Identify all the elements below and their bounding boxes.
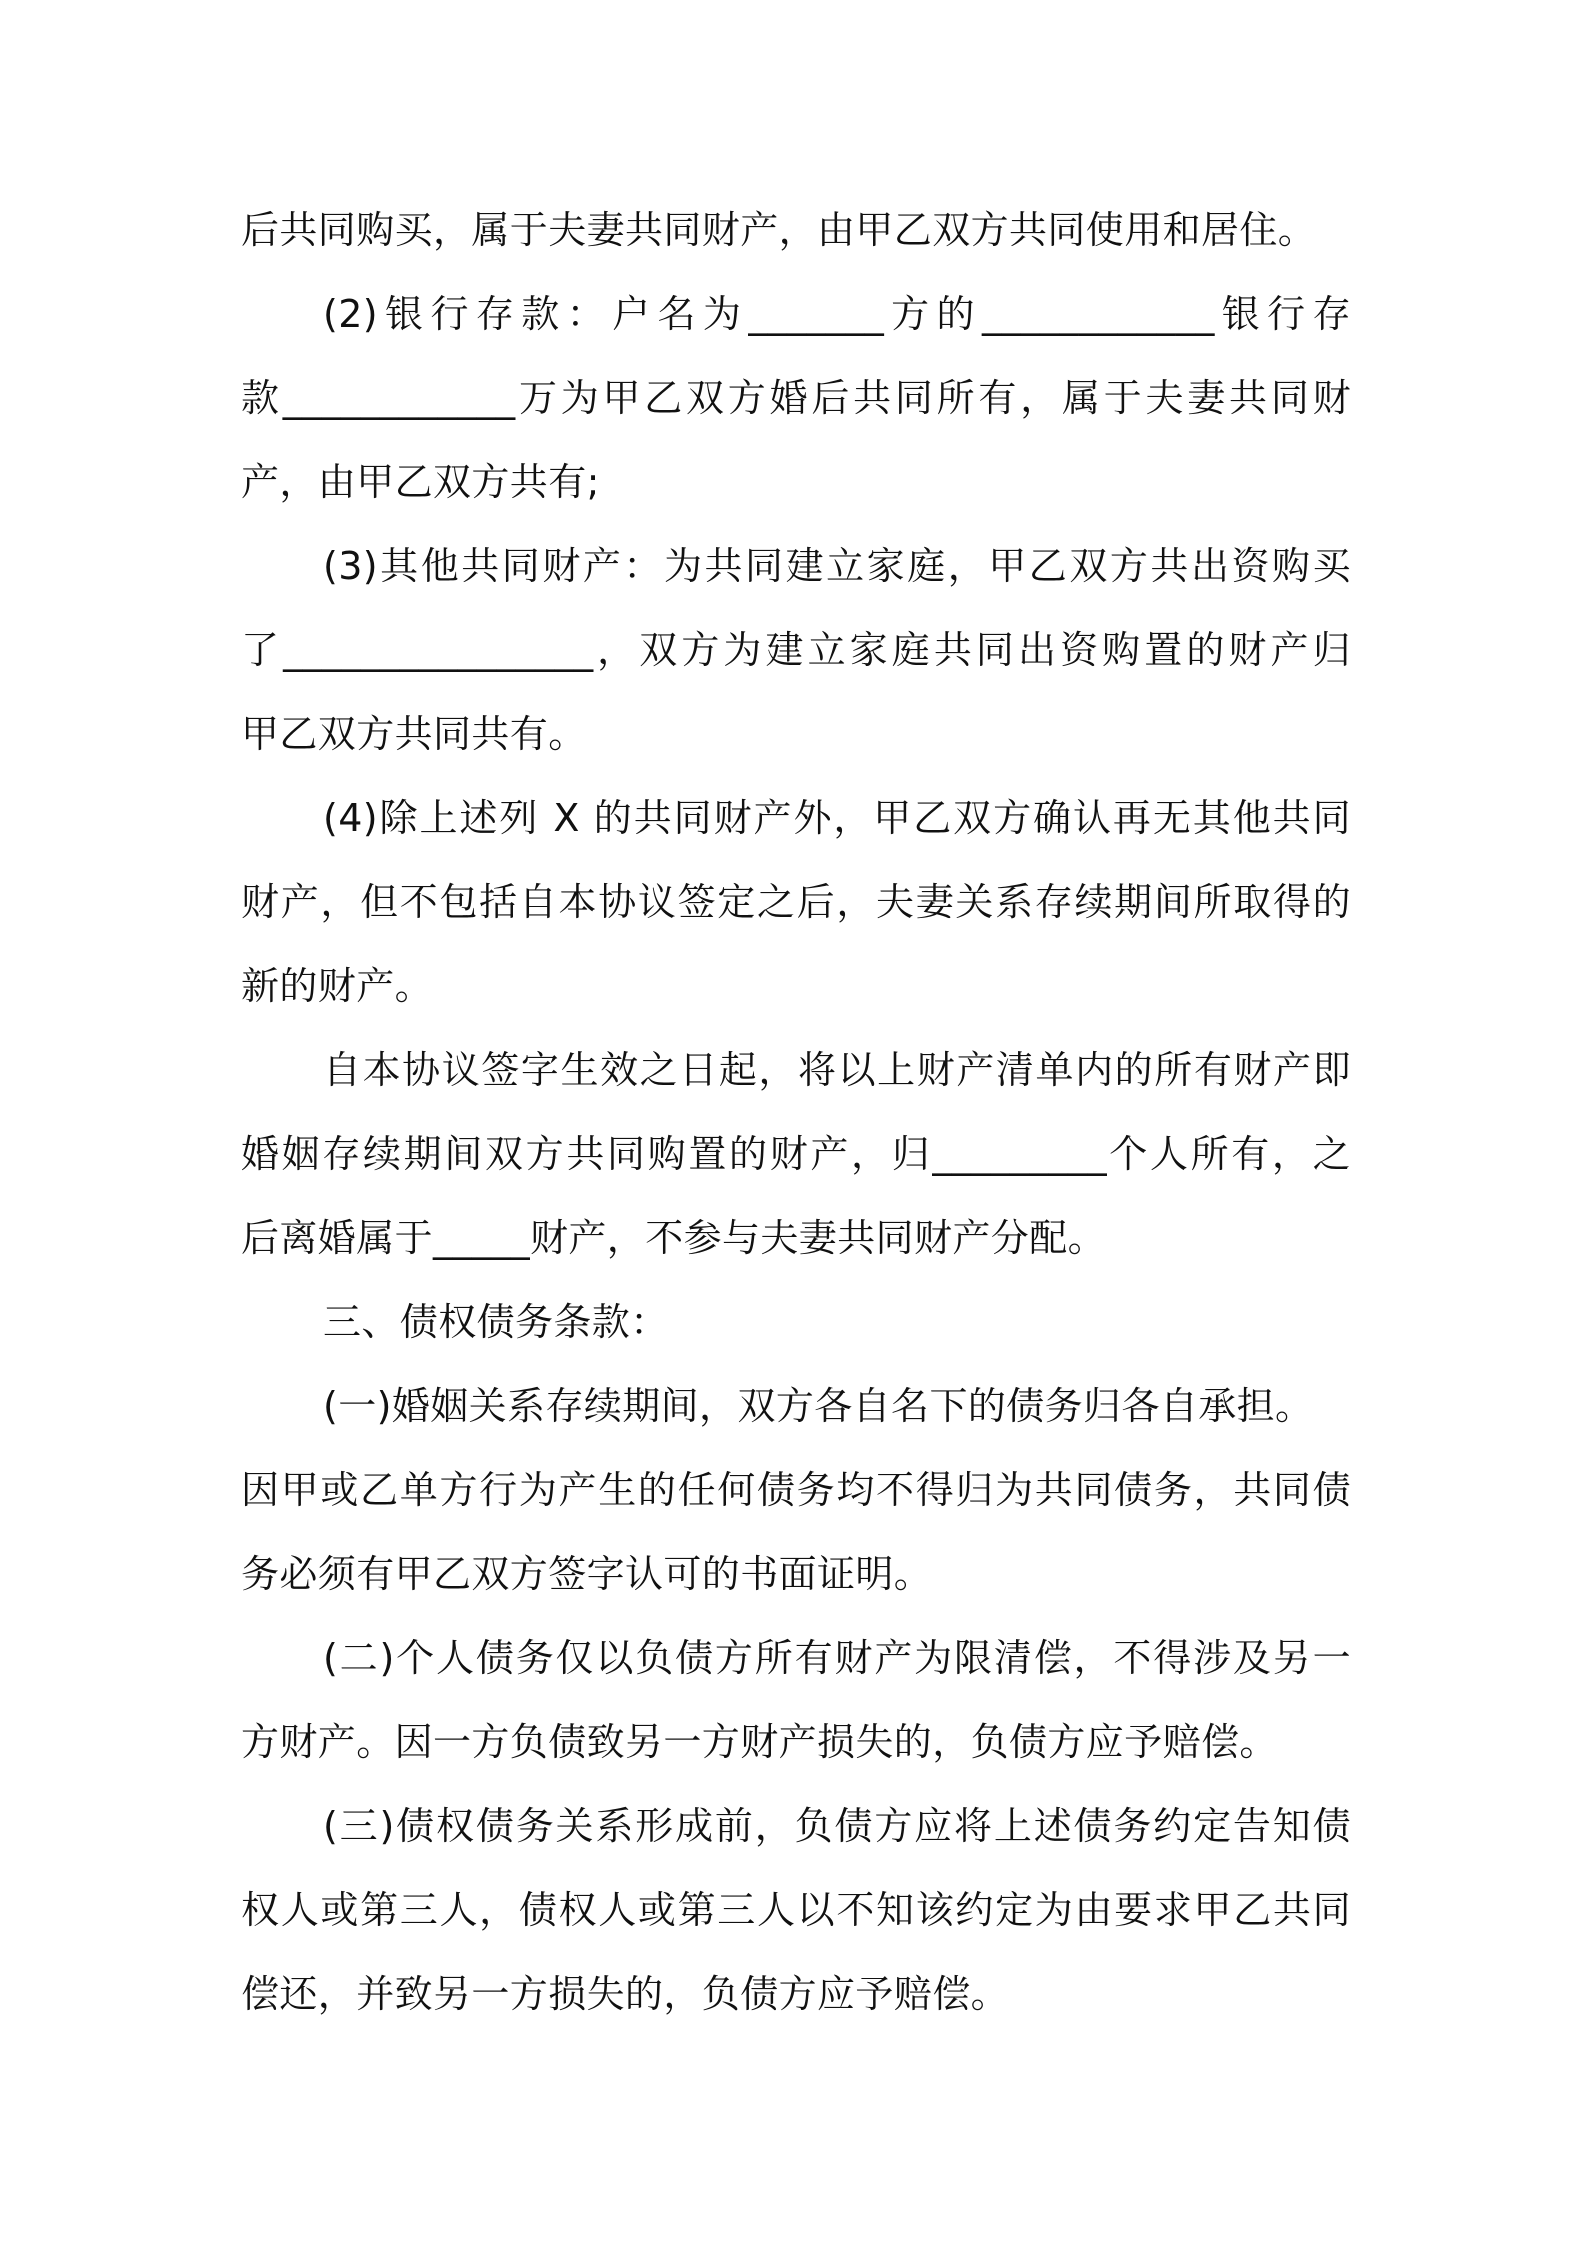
text-line: (三)债权债务关系形成前，负债方应将上述债务约定告知债 — [323, 1804, 1351, 1848]
text-line: 务必须有甲乙双方签字认可的书面证明。 — [241, 1552, 933, 1596]
text-line: 了________________，双方为建立家庭共同出资购置的财产归 — [241, 628, 1351, 672]
text-line: 新的财产。 — [241, 964, 434, 1008]
text-line: 婚姻存续期间双方共同购置的财产，归_________个人所有，之 — [241, 1132, 1351, 1176]
text-line: (4)除上述列 X 的共同财产外，甲乙双方确认再无其他共同 — [323, 796, 1351, 840]
text-line: 后离婚属于_____财产，不参与夫妻共同财产分配。 — [241, 1216, 1107, 1260]
text-line: (一)婚姻关系存续期间，双方各自名下的债务归各自承担。 — [323, 1384, 1314, 1428]
text-line: 款____________万为甲乙双方婚后共同所有，属于夫妻共同财 — [241, 376, 1351, 420]
text-line: 财产，但不包括自本协议签定之后，夫妻关系存续期间所取得的 — [241, 880, 1351, 924]
text-line: 自本协议签字生效之日起，将以上财产清单内的所有财产即 — [323, 1048, 1351, 1092]
text-line: 因甲或乙单方行为产生的任何债务均不得归为共同债务，共同债 — [241, 1468, 1351, 1512]
document-body — [241, 188, 1351, 2036]
text-line: (3)其他共同财产：为共同建立家庭，甲乙双方共出资购买 — [323, 544, 1351, 588]
text-line: (2)银行存款：户名为_______方的____________银行存 — [323, 292, 1351, 336]
text-line: 偿还，并致另一方损失的，负债方应予赔偿。 — [241, 1972, 1010, 2016]
text-line: 方财产。因一方负债致另一方财产损失的，负债方应予赔偿。 — [241, 1720, 1278, 1764]
text-line: 权人或第三人，债权人或第三人以不知该约定为由要求甲乙共同 — [241, 1888, 1351, 1932]
text-line: 甲乙双方共同共有。 — [241, 712, 587, 756]
text-line: 后共同购买，属于夫妻共同财产，由甲乙双方共同使用和居住。 — [241, 208, 1317, 252]
section-heading: 三、债权债务条款： — [323, 1300, 669, 1344]
text-line: (二)个人债务仅以负债方所有财产为限清偿，不得涉及另一 — [323, 1636, 1351, 1680]
text-line: 产，由甲乙双方共有; — [241, 460, 600, 504]
